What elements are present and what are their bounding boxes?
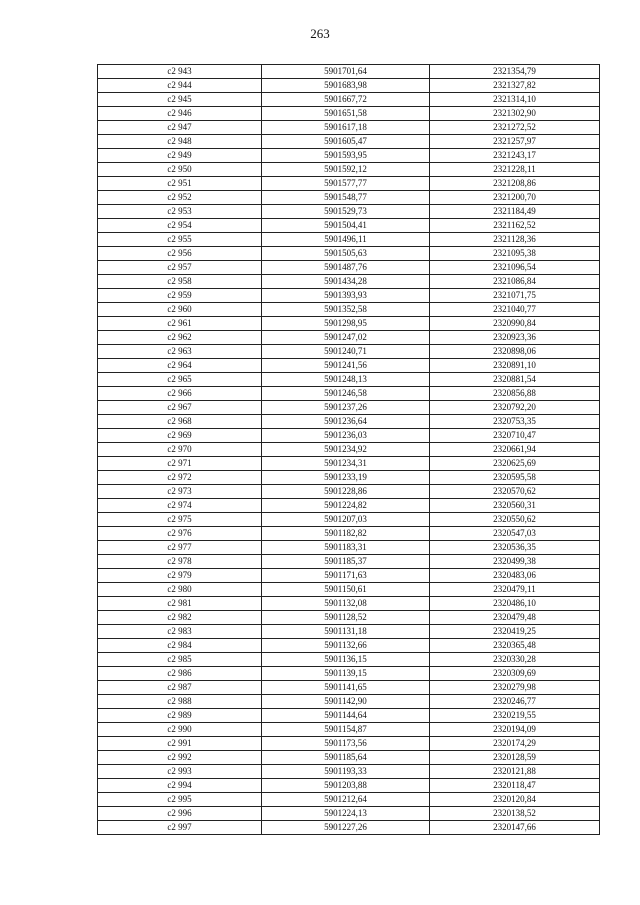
table-row xyxy=(98,569,600,583)
x-coordinate-cell: 5901701,64 xyxy=(262,65,430,79)
table-row xyxy=(98,471,600,485)
table-row xyxy=(98,191,600,205)
x-coordinate-cell: 5901132,66 xyxy=(262,639,430,653)
y-coordinate-cell: 2320147,66 xyxy=(430,821,600,835)
point-name-cell: c2 995 xyxy=(98,793,262,807)
x-coordinate-cell: 5901193,33 xyxy=(262,765,430,779)
point-name-cell: c2 991 xyxy=(98,737,262,751)
table-row xyxy=(98,415,600,429)
table-row xyxy=(98,317,600,331)
table-row xyxy=(98,205,600,219)
point-name-cell: c2 987 xyxy=(98,681,262,695)
table-row xyxy=(98,513,600,527)
point-name-cell: c2 977 xyxy=(98,541,262,555)
x-coordinate-cell: 5901617,18 xyxy=(262,121,430,135)
table-row xyxy=(98,751,600,765)
point-name-cell: c2 960 xyxy=(98,303,262,317)
table-row xyxy=(98,163,600,177)
point-name-cell: c2 950 xyxy=(98,163,262,177)
table-row xyxy=(98,289,600,303)
point-name-cell: c2 978 xyxy=(98,555,262,569)
y-coordinate-cell: 2321228,11 xyxy=(430,163,600,177)
point-name-cell: c2 986 xyxy=(98,667,262,681)
y-coordinate-cell: 2320330,28 xyxy=(430,653,600,667)
y-coordinate-cell: 2320595,58 xyxy=(430,471,600,485)
y-coordinate-cell: 2320536,35 xyxy=(430,541,600,555)
x-coordinate-cell: 5901131,18 xyxy=(262,625,430,639)
y-coordinate-cell: 2320121,88 xyxy=(430,765,600,779)
x-coordinate-cell: 5901504,41 xyxy=(262,219,430,233)
y-coordinate-cell: 2321200,70 xyxy=(430,191,600,205)
point-name-cell: c2 983 xyxy=(98,625,262,639)
table-row xyxy=(98,807,600,821)
y-coordinate-cell: 2321208,86 xyxy=(430,177,600,191)
y-coordinate-cell: 2320174,29 xyxy=(430,737,600,751)
x-coordinate-cell: 5901185,64 xyxy=(262,751,430,765)
y-coordinate-cell: 2320483,06 xyxy=(430,569,600,583)
point-name-cell: c2 956 xyxy=(98,247,262,261)
point-name-cell: c2 963 xyxy=(98,345,262,359)
point-name-cell: c2 946 xyxy=(98,107,262,121)
x-coordinate-cell: 5901577,77 xyxy=(262,177,430,191)
point-name-cell: c2 981 xyxy=(98,597,262,611)
y-coordinate-cell: 2320120,84 xyxy=(430,793,600,807)
coordinates-table-body xyxy=(98,65,600,835)
point-name-cell: c2 968 xyxy=(98,415,262,429)
point-name-cell: c2 994 xyxy=(98,779,262,793)
point-name-cell: c2 972 xyxy=(98,471,262,485)
x-coordinate-cell: 5901248,13 xyxy=(262,373,430,387)
x-coordinate-cell: 5901228,86 xyxy=(262,485,430,499)
table-row xyxy=(98,261,600,275)
y-coordinate-cell: 2320365,48 xyxy=(430,639,600,653)
x-coordinate-cell: 5901393,93 xyxy=(262,289,430,303)
table-row xyxy=(98,247,600,261)
point-name-cell: c2 985 xyxy=(98,653,262,667)
table-row xyxy=(98,667,600,681)
x-coordinate-cell: 5901352,58 xyxy=(262,303,430,317)
y-coordinate-cell: 2320128,59 xyxy=(430,751,600,765)
table-row xyxy=(98,485,600,499)
y-coordinate-cell: 2321302,90 xyxy=(430,107,600,121)
y-coordinate-cell: 2320625,69 xyxy=(430,457,600,471)
y-coordinate-cell: 2320923,36 xyxy=(430,331,600,345)
y-coordinate-cell: 2321327,82 xyxy=(430,79,600,93)
point-name-cell: c2 951 xyxy=(98,177,262,191)
point-name-cell: c2 993 xyxy=(98,765,262,779)
point-name-cell: c2 947 xyxy=(98,121,262,135)
table-row xyxy=(98,765,600,779)
table-row xyxy=(98,149,600,163)
y-coordinate-cell: 2320753,35 xyxy=(430,415,600,429)
table-row xyxy=(98,653,600,667)
table-row xyxy=(98,723,600,737)
y-coordinate-cell: 2321095,38 xyxy=(430,247,600,261)
y-coordinate-cell: 2320219,55 xyxy=(430,709,600,723)
x-coordinate-cell: 5901496,11 xyxy=(262,233,430,247)
x-coordinate-cell: 5901434,28 xyxy=(262,275,430,289)
y-coordinate-cell: 2320118,47 xyxy=(430,779,600,793)
y-coordinate-cell: 2320560,31 xyxy=(430,499,600,513)
table-row xyxy=(98,625,600,639)
x-coordinate-cell: 5901233,19 xyxy=(262,471,430,485)
y-coordinate-cell: 2320279,98 xyxy=(430,681,600,695)
y-coordinate-cell: 2321184,49 xyxy=(430,205,600,219)
x-coordinate-cell: 5901171,63 xyxy=(262,569,430,583)
y-coordinate-cell: 2320898,06 xyxy=(430,345,600,359)
x-coordinate-cell: 5901212,64 xyxy=(262,793,430,807)
table-row xyxy=(98,79,600,93)
x-coordinate-cell: 5901136,15 xyxy=(262,653,430,667)
table-row xyxy=(98,359,600,373)
table-row xyxy=(98,583,600,597)
x-coordinate-cell: 5901154,87 xyxy=(262,723,430,737)
point-name-cell: c2 944 xyxy=(98,79,262,93)
point-name-cell: c2 952 xyxy=(98,191,262,205)
y-coordinate-cell: 2321071,75 xyxy=(430,289,600,303)
x-coordinate-cell: 5901173,56 xyxy=(262,737,430,751)
point-name-cell: c2 948 xyxy=(98,135,262,149)
x-coordinate-cell: 5901236,64 xyxy=(262,415,430,429)
y-coordinate-cell: 2320550,62 xyxy=(430,513,600,527)
y-coordinate-cell: 2321162,52 xyxy=(430,219,600,233)
point-name-cell: c2 967 xyxy=(98,401,262,415)
x-coordinate-cell: 5901207,03 xyxy=(262,513,430,527)
x-coordinate-cell: 5901246,58 xyxy=(262,387,430,401)
x-coordinate-cell: 5901240,71 xyxy=(262,345,430,359)
table-row xyxy=(98,331,600,345)
x-coordinate-cell: 5901185,37 xyxy=(262,555,430,569)
y-coordinate-cell: 2320891,10 xyxy=(430,359,600,373)
x-coordinate-cell: 5901593,95 xyxy=(262,149,430,163)
point-name-cell: c2 996 xyxy=(98,807,262,821)
x-coordinate-cell: 5901132,08 xyxy=(262,597,430,611)
x-coordinate-cell: 5901144,64 xyxy=(262,709,430,723)
y-coordinate-cell: 2320710,47 xyxy=(430,429,600,443)
point-name-cell: c2 954 xyxy=(98,219,262,233)
point-name-cell: c2 990 xyxy=(98,723,262,737)
point-name-cell: c2 973 xyxy=(98,485,262,499)
point-name-cell: c2 980 xyxy=(98,583,262,597)
table-row xyxy=(98,695,600,709)
y-coordinate-cell: 2320246,77 xyxy=(430,695,600,709)
x-coordinate-cell: 5901247,02 xyxy=(262,331,430,345)
y-coordinate-cell: 2321040,77 xyxy=(430,303,600,317)
x-coordinate-cell: 5901234,92 xyxy=(262,443,430,457)
x-coordinate-cell: 5901182,82 xyxy=(262,527,430,541)
table-row xyxy=(98,65,600,79)
point-name-cell: c2 959 xyxy=(98,289,262,303)
y-coordinate-cell: 2321243,17 xyxy=(430,149,600,163)
table-row xyxy=(98,681,600,695)
table-row xyxy=(98,135,600,149)
y-coordinate-cell: 2321128,36 xyxy=(430,233,600,247)
y-coordinate-cell: 2321272,52 xyxy=(430,121,600,135)
x-coordinate-cell: 5901183,31 xyxy=(262,541,430,555)
point-name-cell: c2 962 xyxy=(98,331,262,345)
point-name-cell: c2 943 xyxy=(98,65,262,79)
point-name-cell: c2 965 xyxy=(98,373,262,387)
y-coordinate-cell: 2321314,10 xyxy=(430,93,600,107)
table-row xyxy=(98,779,600,793)
point-name-cell: c2 953 xyxy=(98,205,262,219)
x-coordinate-cell: 5901150,61 xyxy=(262,583,430,597)
table-row xyxy=(98,611,600,625)
y-coordinate-cell: 2320570,62 xyxy=(430,485,600,499)
y-coordinate-cell: 2321096,54 xyxy=(430,261,600,275)
point-name-cell: c2 945 xyxy=(98,93,262,107)
table-row xyxy=(98,303,600,317)
x-coordinate-cell: 5901548,77 xyxy=(262,191,430,205)
page-number: 263 xyxy=(310,26,330,41)
point-name-cell: c2 966 xyxy=(98,387,262,401)
table-row xyxy=(98,275,600,289)
table-row xyxy=(98,709,600,723)
point-name-cell: c2 988 xyxy=(98,695,262,709)
table-row xyxy=(98,219,600,233)
point-name-cell: c2 984 xyxy=(98,639,262,653)
y-coordinate-cell: 2321086,84 xyxy=(430,275,600,289)
x-coordinate-cell: 5901505,63 xyxy=(262,247,430,261)
x-coordinate-cell: 5901203,88 xyxy=(262,779,430,793)
point-name-cell: c2 974 xyxy=(98,499,262,513)
y-coordinate-cell: 2320479,11 xyxy=(430,583,600,597)
table-row xyxy=(98,597,600,611)
x-coordinate-cell: 5901141,65 xyxy=(262,681,430,695)
y-coordinate-cell: 2321354,79 xyxy=(430,65,600,79)
table-row xyxy=(98,541,600,555)
table-row xyxy=(98,93,600,107)
y-coordinate-cell: 2320547,03 xyxy=(430,527,600,541)
point-name-cell: c2 989 xyxy=(98,709,262,723)
x-coordinate-cell: 5901529,73 xyxy=(262,205,430,219)
table-row xyxy=(98,499,600,513)
y-coordinate-cell: 2320486,10 xyxy=(430,597,600,611)
point-name-cell: c2 997 xyxy=(98,821,262,835)
x-coordinate-cell: 5901139,15 xyxy=(262,667,430,681)
y-coordinate-cell: 2321257,97 xyxy=(430,135,600,149)
point-name-cell: c2 949 xyxy=(98,149,262,163)
point-name-cell: c2 992 xyxy=(98,751,262,765)
point-name-cell: c2 964 xyxy=(98,359,262,373)
x-coordinate-cell: 5901667,72 xyxy=(262,93,430,107)
table-row xyxy=(98,527,600,541)
x-coordinate-cell: 5901683,98 xyxy=(262,79,430,93)
table-row xyxy=(98,177,600,191)
point-name-cell: c2 970 xyxy=(98,443,262,457)
table-row xyxy=(98,121,600,135)
x-coordinate-cell: 5901237,26 xyxy=(262,401,430,415)
x-coordinate-cell: 5901128,52 xyxy=(262,611,430,625)
x-coordinate-cell: 5901605,47 xyxy=(262,135,430,149)
y-coordinate-cell: 2320990,84 xyxy=(430,317,600,331)
x-coordinate-cell: 5901142,90 xyxy=(262,695,430,709)
point-name-cell: c2 957 xyxy=(98,261,262,275)
table-row xyxy=(98,793,600,807)
point-name-cell: c2 969 xyxy=(98,429,262,443)
y-coordinate-cell: 2320479,48 xyxy=(430,611,600,625)
x-coordinate-cell: 5901224,13 xyxy=(262,807,430,821)
table-row xyxy=(98,821,600,835)
x-coordinate-cell: 5901592,12 xyxy=(262,163,430,177)
point-name-cell: c2 958 xyxy=(98,275,262,289)
table-row xyxy=(98,401,600,415)
table-row xyxy=(98,429,600,443)
table-row xyxy=(98,555,600,569)
y-coordinate-cell: 2320661,94 xyxy=(430,443,600,457)
x-coordinate-cell: 5901224,82 xyxy=(262,499,430,513)
y-coordinate-cell: 2320499,38 xyxy=(430,555,600,569)
x-coordinate-cell: 5901487,76 xyxy=(262,261,430,275)
x-coordinate-cell: 5901241,56 xyxy=(262,359,430,373)
point-name-cell: c2 955 xyxy=(98,233,262,247)
table-row xyxy=(98,345,600,359)
table-row xyxy=(98,373,600,387)
y-coordinate-cell: 2320419,25 xyxy=(430,625,600,639)
x-coordinate-cell: 5901227,26 xyxy=(262,821,430,835)
x-coordinate-cell: 5901236,03 xyxy=(262,429,430,443)
coordinates-table xyxy=(97,64,600,835)
table-row xyxy=(98,457,600,471)
y-coordinate-cell: 2320856,88 xyxy=(430,387,600,401)
x-coordinate-cell: 5901234,31 xyxy=(262,457,430,471)
x-coordinate-cell: 5901651,58 xyxy=(262,107,430,121)
table-row xyxy=(98,387,600,401)
point-name-cell: c2 982 xyxy=(98,611,262,625)
y-coordinate-cell: 2320792,20 xyxy=(430,401,600,415)
y-coordinate-cell: 2320194,09 xyxy=(430,723,600,737)
table-row xyxy=(98,233,600,247)
x-coordinate-cell: 5901298,95 xyxy=(262,317,430,331)
point-name-cell: c2 961 xyxy=(98,317,262,331)
point-name-cell: c2 979 xyxy=(98,569,262,583)
point-name-cell: c2 976 xyxy=(98,527,262,541)
table-row xyxy=(98,107,600,121)
table-row xyxy=(98,639,600,653)
point-name-cell: c2 971 xyxy=(98,457,262,471)
y-coordinate-cell: 2320138,52 xyxy=(430,807,600,821)
point-name-cell: c2 975 xyxy=(98,513,262,527)
y-coordinate-cell: 2320309,69 xyxy=(430,667,600,681)
table-row xyxy=(98,443,600,457)
y-coordinate-cell: 2320881,54 xyxy=(430,373,600,387)
table-row xyxy=(98,737,600,751)
